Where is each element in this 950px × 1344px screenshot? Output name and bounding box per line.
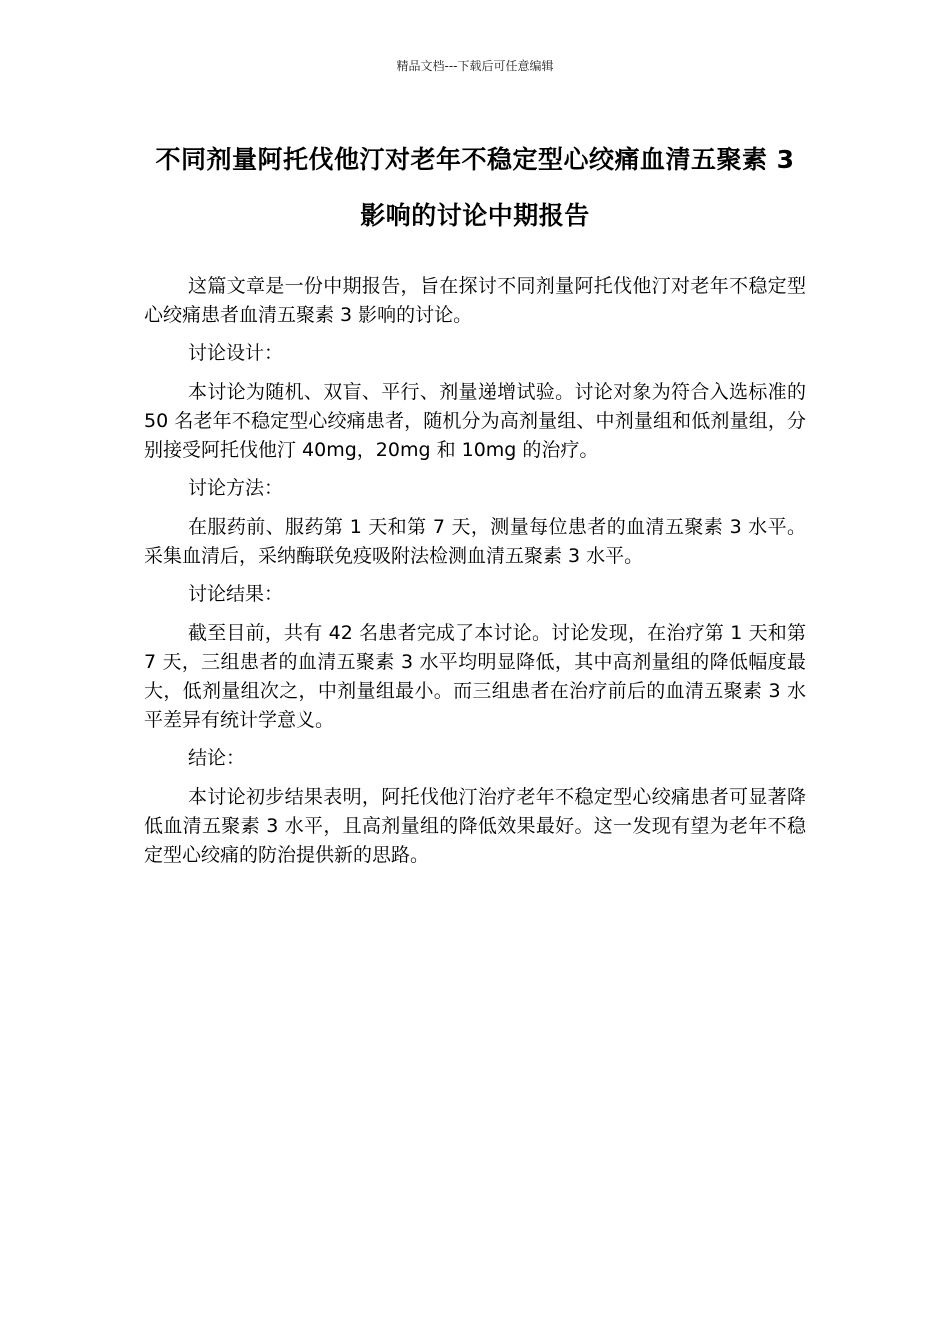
section-body-conclusion: 本讨论初步结果表明，阿托伐他汀治疗老年不稳定型心绞痛患者可显著降低血清五聚素 3 水平，且高剂量组的降低效果最好。这一发现有望为老年不稳定型心绞痛的防治提供新的思路。	[144, 786, 806, 866]
section-heading-method: 讨论方法：	[188, 477, 284, 499]
section-body-results: 截至目前，共有 42 名患者完成了本讨论。讨论发现，在治疗第 1 天和第 7 天，三组患者的血清五聚素 3 水平均明显降低，其中高剂量组的降低幅度最大，低剂量组次之，中剂量组最小。而三组患者在治疗前后的血清五聚素 3 水平差异有统计学意义。	[144, 622, 806, 731]
section-body-method: 在服药前、服药第 1 天和第 7 天，测量每位患者的血清五聚素 3 水平。采集血清后，采纳酶联免疫吸附法检测血清五聚素 3 水平。	[144, 516, 806, 567]
document-title: 不同剂量阿托伐他汀对老年不稳定型心绞痛血清五聚素 3 影响的讨论中期报告	[155, 145, 795, 230]
page-header-note: 精品文档---下载后可任意编辑	[396, 59, 554, 73]
document-body	[144, 272, 806, 879]
section-heading-results: 讨论结果：	[188, 583, 284, 605]
intro-paragraph: 这篇文章是一份中期报告，旨在探讨不同剂量阿托伐他汀对老年不稳定型心绞痛患者血清五聚素 3 影响的讨论。	[144, 275, 806, 326]
section-heading-conclusion: 结论：	[188, 747, 246, 769]
section-body-design: 本讨论为随机、双盲、平行、剂量递增试验。讨论对象为符合入选标准的 50 名老年不稳定型心绞痛患者，随机分为高剂量组、中剂量组和低剂量组，分别接受阿托伐他汀 40mg，20mg 和 10mg 的治疗。	[144, 381, 806, 461]
section-heading-design: 讨论设计：	[188, 342, 284, 364]
